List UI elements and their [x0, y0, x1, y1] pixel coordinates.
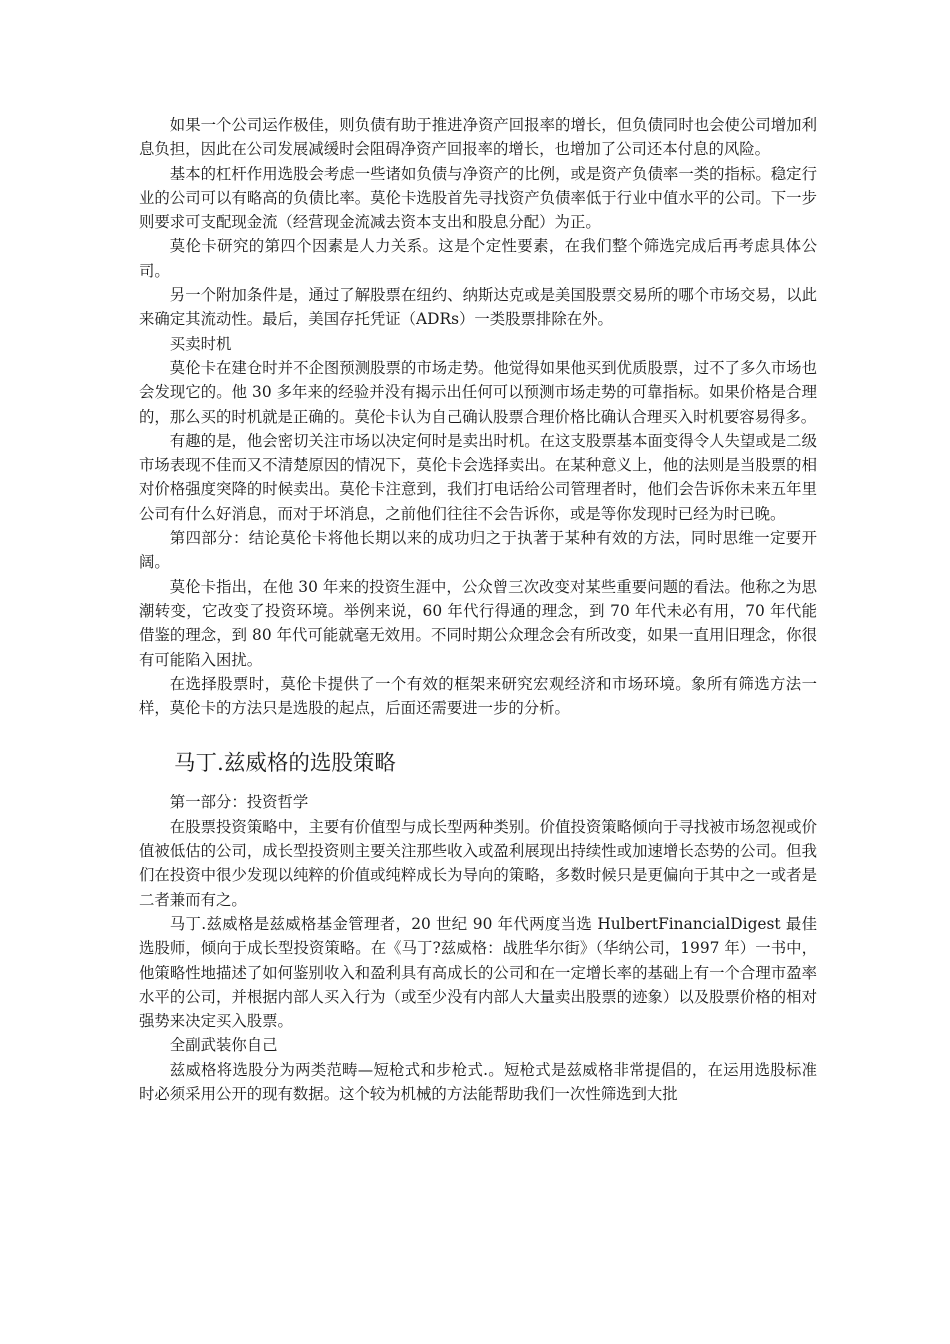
- paragraph: 如果一个公司运作极佳，则负债有助于推进净资产回报率的增长，但负债同时也会使公司增加利息负担，因此在公司发展减缓时会阻碍净资产回报率的增长，也增加了公司还本付息的风险。: [139, 116, 817, 159]
- subheading-arm-yourself: 全副武装你自己: [169, 1036, 278, 1055]
- paragraph: 第四部分：结论莫伦卡将他长期以来的成功归之于执著于某种有效的方法，同时思维一定要开阔。: [139, 529, 817, 572]
- paragraph: 马丁.兹威格是兹威格基金管理者，20 世纪 90 年代两度当选 HulbertFinancialDigest 最佳选股师，倾向于成长型投资策略。在《马丁?兹威格：战胜华尔街》（华纳公司，1997 年）一书中，他策略性地描述了如何鉴别收入和盈利具有高成长的公司和在一定增长率的基础上有一个合理市盈率水平的公司，并根据内部人买入行为（或至少没有内部人大量卖出股票的迹象）以及股票价格的相对强势来决定买入股票。: [139, 914, 817, 1031]
- subheading-philosophy: 第一部分：投资哲学: [169, 793, 309, 812]
- paragraph: 另一个附加条件是，通过了解股票在纽约、纳斯达克或是美国股票交易所的哪个市场交易，以此来确定其流动性。最后，美国存托凭证（ADRs）一类股票排除在外。: [139, 286, 817, 329]
- section-title: 马丁.兹威格的选股策略: [174, 751, 396, 777]
- paragraph: 兹威格将选股分为两类范畴—短枪式和步枪式.。短枪式是兹威格非常提倡的，在运用选股标准时必须采用公开的现有数据。这个较为机械的方法能帮助我们一次性筛选到大批: [139, 1060, 817, 1103]
- document-page: [139, 113, 817, 1106]
- subheading-timing: 买卖时机: [169, 334, 232, 353]
- paragraph: 莫伦卡指出，在他 30 年来的投资生涯中，公众曾三次改变对某些重要问题的看法。他称之为思潮转变，它改变了投资环境。举例来说，60 年代行得通的理念，到 70 年代未必有用，70 年代能借鉴的理念，到 80 年代可能就毫无效用。不同时期公众理念会有所改变，如果一直用旧理念，你很有可能陷入困扰。: [139, 577, 817, 669]
- paragraph: 在选择股票时，莫伦卡提供了一个有效的框架来研究宏观经济和市场环境。象所有筛选方法一样，莫伦卡的方法只是选股的起点，后面还需要进一步的分析。: [139, 674, 817, 718]
- paragraph: 基本的杠杆作用选股会考虑一些诸如负债与净资产的比例，或是资产负债率一类的指标。稳定行业的公司可以有略高的负债比率。莫伦卡选股首先寻找资产负债率低于行业中值水平的公司。下一步则要求可支配现金流（经营现金流减去资本支出和股息分配）为正。: [139, 164, 817, 232]
- paragraph: 有趣的是，他会密切关注市场以决定何时是卖出时机。在这支股票基本面变得令人失望或是二级市场表现不佳而又不清楚原因的情况下，莫伦卡会选择卖出。在某种意义上，他的法则是当股票的相对价格强度突降的时候卖出。莫伦卡注意到，我们打电话给公司管理者时，他们会告诉你未来五年里公司有什么好消息，而对于坏消息，之前他们往往不会告诉你，或是等你发现时已经为时已晚。: [139, 431, 817, 523]
- paragraph: 莫伦卡研究的第四个因素是人力关系。这是个定性要素，在我们整个筛选完成后再考虑具体公司。: [139, 237, 817, 280]
- paragraph: 在股票投资策略中，主要有价值型与成长型两种类别。价值投资策略倾向于寻找被市场忽视或价值被低估的公司，成长型投资则主要关注那些收入或盈利展现出持续性或加速增长态势的公司。但我们在投资中很少发现以纯粹的价值或纯粹成长为导向的策略，多数时候只是更偏向于其中之一或者是二者兼而有之。: [139, 817, 817, 909]
- paragraph: 莫伦卡在建仓时并不企图预测股票的市场走势。他觉得如果他买到优质股票，过不了多久市场也会发现它的。他 30 多年来的经验并没有揭示出任何可以预测市场走势的可靠指标。如果价格是合理的，那么买的时机就是正确的。莫伦卡认为自己确认股票合理价格比确认合理买入时机要容易得多。: [139, 358, 817, 426]
